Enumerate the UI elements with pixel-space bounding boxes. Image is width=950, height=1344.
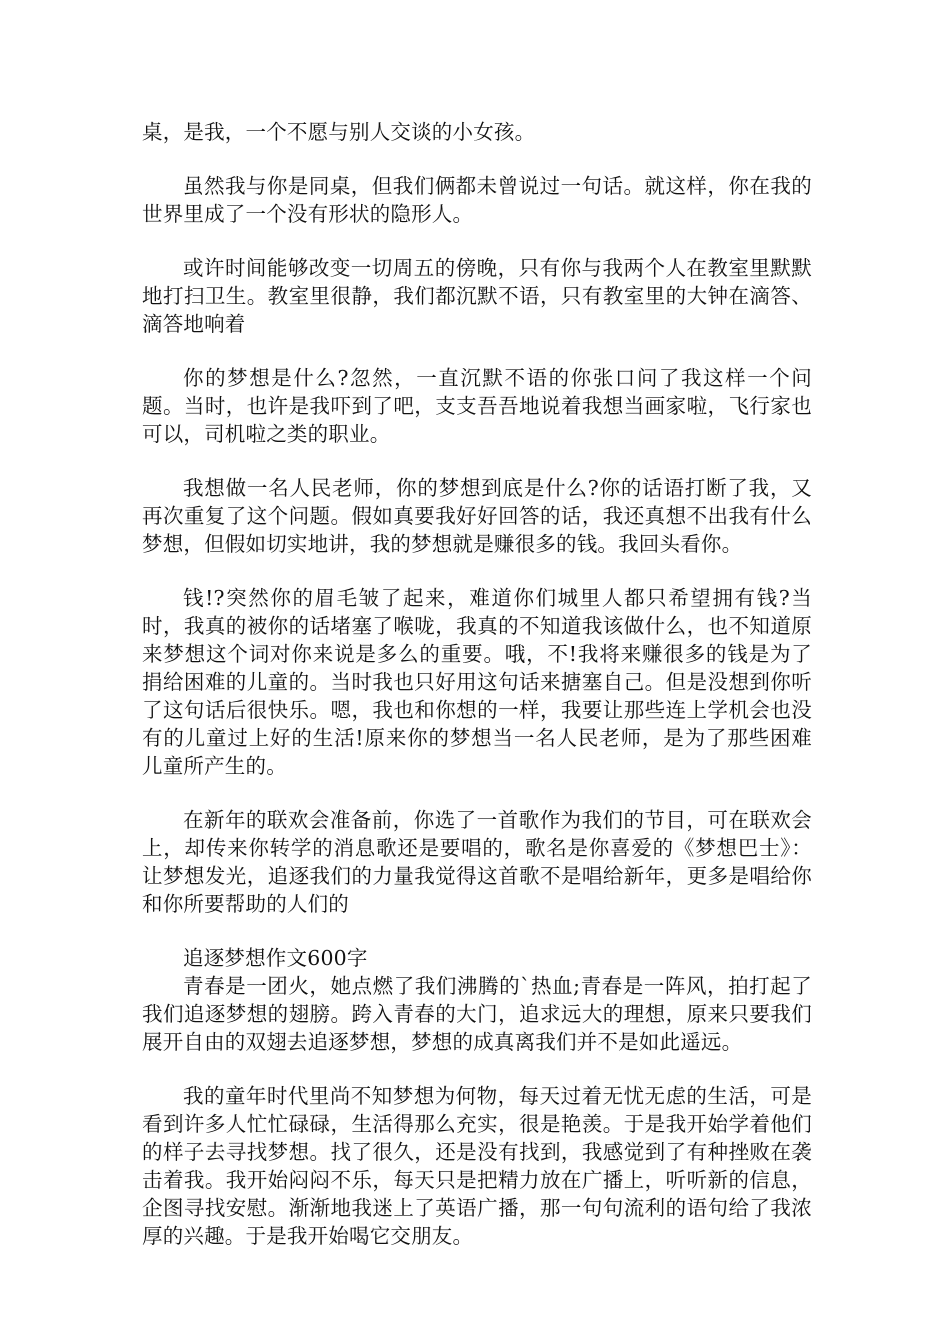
document-body: [142, 118, 812, 1276]
section-heading: 追逐梦想作文600字: [183, 946, 368, 970]
paragraph: 青春是一团火，她点燃了我们沸腾的`热血;青春是一阵风，拍打起了我们追逐梦想的翅膀。跨入青春的大门，追求远大的理想，原来只要我们展开自由的双翅去追逐梦想，梦想的成真离我们并不是如此遥远。: [142, 974, 812, 1054]
paragraph: 我想做一名人民老师，你的梦想到底是什么?你的话语打断了我，又再次重复了这个问题。假如真要我好好回答的话，我还真想不出我有什么梦想，但假如切实地讲，我的梦想就是赚很多的钱。我回头看你。: [142, 476, 812, 556]
paragraph: 桌，是我，一个不愿与别人交谈的小女孩。: [142, 120, 536, 144]
paragraph: 虽然我与你是同桌，但我们俩都未曾说过一句话。就这样，你在我的世界里成了一个没有形状的隐形人。: [142, 174, 812, 226]
paragraph: 我的童年时代里尚不知梦想为何物，每天过着无忧无虑的生活，可是看到许多人忙忙碌碌，生活得那么充实，很是艳羡。于是我开始学着他们的样子去寻找梦想。找了很久，还是没有找到，我感觉到了有种挫败在袭击着我。我开始闷闷不乐，每天只是把精力放在广播上，听听新的信息，企图寻找安慰。渐渐地我迷上了英语广播，那一句句流利的语句给了我浓厚的兴趣。于是我开始喝它交朋友。: [142, 1084, 812, 1248]
paragraph: 钱!?突然你的眉毛皱了起来，难道你们城里人都只希望拥有钱?当时，我真的被你的话堵塞了喉咙，我真的不知道我该做什么，也不知道原来梦想这个词对你来说是多么的重要。哦，不!我将来赚很多的钱是为了捐给困难的儿童的。当时我也只好用这句话来搪塞自己。但是没想到你听了这句话后很快乐。嗯，我也和你想的一样，我要让那些连上学机会也没有的儿童过上好的生活!原来你的梦想当一名人民老师，是为了那些困难儿童所产生的。: [142, 586, 812, 778]
paragraph: 在新年的联欢会准备前，你选了一首歌作为我们的节目，可在联欢会上，却传来你转学的消息歌还是要唱的，歌名是你喜爱的《梦想巴士》：让梦想发光，追逐我们的力量我觉得这首歌不是唱给新年，更多是唱给你和你所要帮助的人们的: [142, 808, 812, 916]
paragraph: 或许时间能够改变一切周五的傍晚，只有你与我两个人在教室里默默地打扫卫生。教室里很静，我们都沉默不语，只有教室里的大钟在滴答、滴答地响着: [142, 256, 812, 336]
paragraph: 你的梦想是什么?忽然，一直沉默不语的你张口问了我这样一个问题。当时，也许是我吓到了吧，支支吾吾地说着我想当画家啦，飞行家也可以，司机啦之类的职业。: [142, 366, 812, 446]
